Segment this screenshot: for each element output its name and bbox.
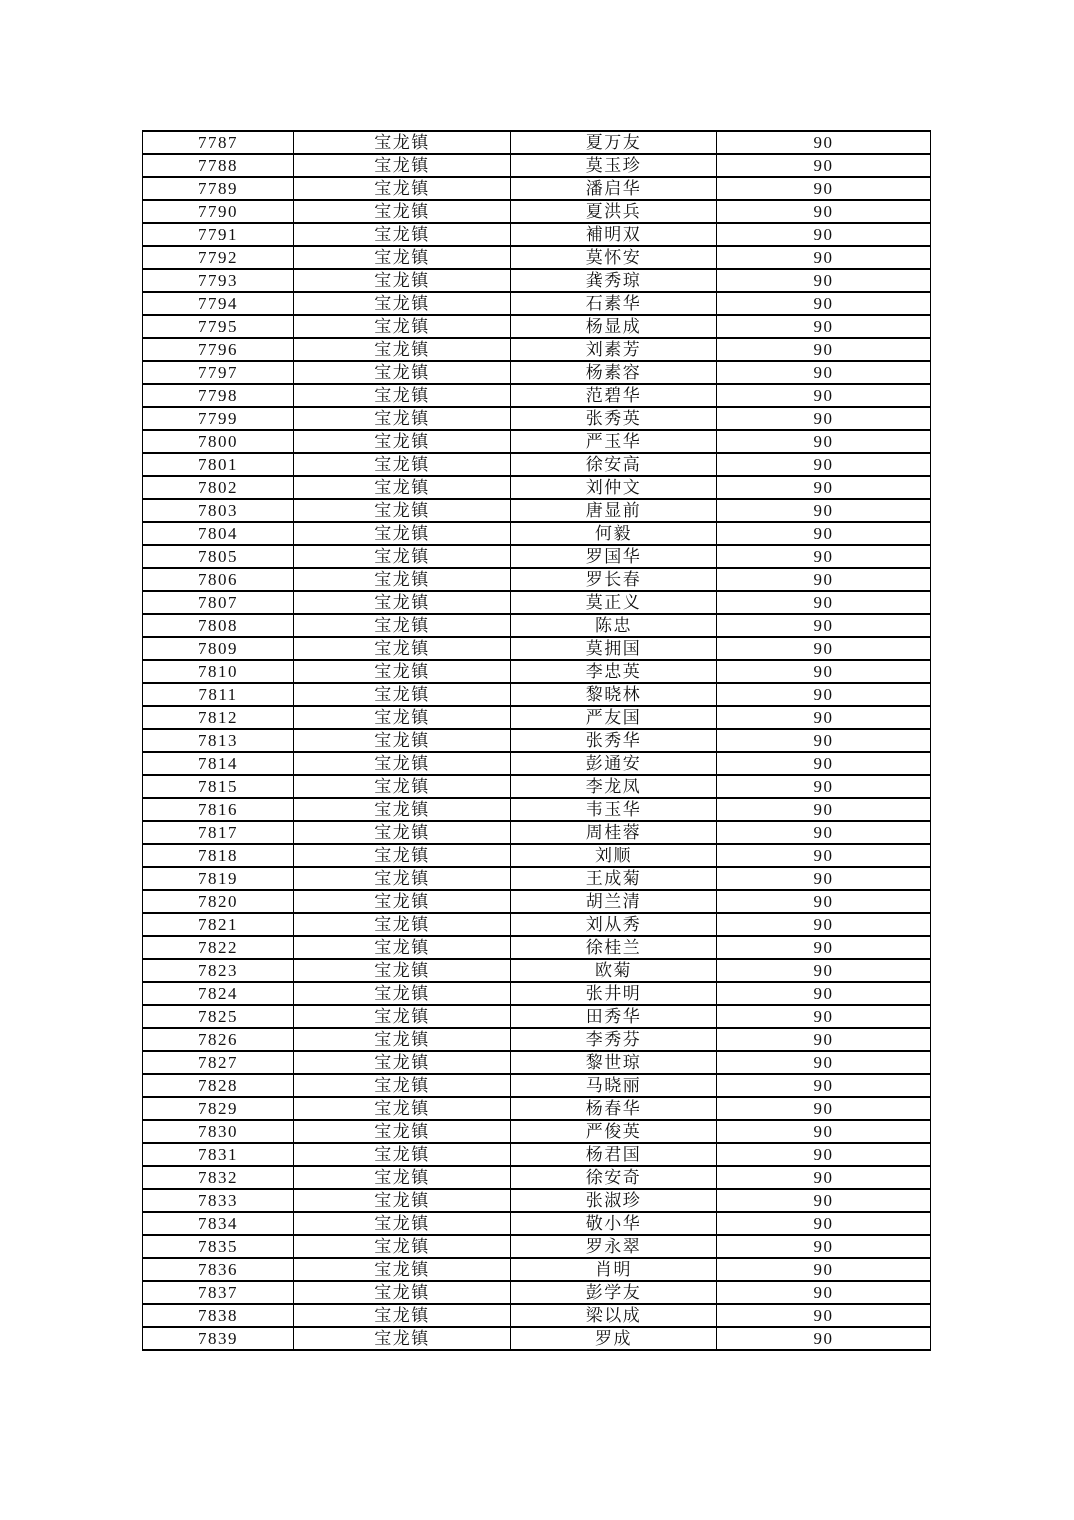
- cell-town: 宝龙镇: [294, 1143, 511, 1166]
- cell-score: 90: [717, 476, 931, 499]
- cell-serial-number: 7810: [143, 660, 294, 683]
- cell-name: 杨君国: [511, 1143, 717, 1166]
- table-row: [143, 1281, 931, 1304]
- cell-name: 张秀华: [511, 729, 717, 752]
- cell-name: 莫正义: [511, 591, 717, 614]
- cell-score: 90: [717, 1051, 931, 1074]
- table-row: [143, 1235, 931, 1258]
- cell-name: 李忠英: [511, 660, 717, 683]
- cell-serial-number: 7826: [143, 1028, 294, 1051]
- score-table-body: [143, 131, 931, 1350]
- cell-score: 90: [717, 1005, 931, 1028]
- cell-score: 90: [717, 1235, 931, 1258]
- table-row: [143, 1189, 931, 1212]
- table-row: [143, 798, 931, 821]
- table-row: [143, 660, 931, 683]
- cell-town: 宝龙镇: [294, 913, 511, 936]
- cell-town: 宝龙镇: [294, 1166, 511, 1189]
- cell-town: 宝龙镇: [294, 568, 511, 591]
- cell-score: 90: [717, 798, 931, 821]
- cell-town: 宝龙镇: [294, 1097, 511, 1120]
- table-row: [143, 1005, 931, 1028]
- cell-score: 90: [717, 591, 931, 614]
- cell-name: 徐桂兰: [511, 936, 717, 959]
- cell-town: 宝龙镇: [294, 292, 511, 315]
- table-row: [143, 706, 931, 729]
- table-row: [143, 752, 931, 775]
- cell-name: 胡兰清: [511, 890, 717, 913]
- cell-name: 刘仲文: [511, 476, 717, 499]
- table-row: [143, 154, 931, 177]
- cell-town: 宝龙镇: [294, 338, 511, 361]
- score-table: [142, 130, 931, 1351]
- cell-serial-number: 7831: [143, 1143, 294, 1166]
- cell-serial-number: 7811: [143, 683, 294, 706]
- table-row: [143, 1143, 931, 1166]
- cell-town: 宝龙镇: [294, 361, 511, 384]
- cell-town: 宝龙镇: [294, 453, 511, 476]
- cell-serial-number: 7788: [143, 154, 294, 177]
- cell-town: 宝龙镇: [294, 522, 511, 545]
- cell-serial-number: 7836: [143, 1258, 294, 1281]
- cell-name: 莫拥国: [511, 637, 717, 660]
- cell-serial-number: 7817: [143, 821, 294, 844]
- cell-town: 宝龙镇: [294, 660, 511, 683]
- cell-town: 宝龙镇: [294, 246, 511, 269]
- cell-serial-number: 7813: [143, 729, 294, 752]
- cell-town: 宝龙镇: [294, 936, 511, 959]
- cell-serial-number: 7829: [143, 1097, 294, 1120]
- cell-serial-number: 7822: [143, 936, 294, 959]
- cell-score: 90: [717, 1028, 931, 1051]
- cell-town: 宝龙镇: [294, 430, 511, 453]
- cell-score: 90: [717, 1304, 931, 1327]
- cell-serial-number: 7812: [143, 706, 294, 729]
- cell-score: 90: [717, 614, 931, 637]
- cell-name: 梁以成: [511, 1304, 717, 1327]
- cell-serial-number: 7835: [143, 1235, 294, 1258]
- cell-score: 90: [717, 890, 931, 913]
- cell-score: 90: [717, 637, 931, 660]
- cell-town: 宝龙镇: [294, 407, 511, 430]
- cell-town: 宝龙镇: [294, 982, 511, 1005]
- cell-town: 宝龙镇: [294, 269, 511, 292]
- table-row: [143, 269, 931, 292]
- cell-serial-number: 7789: [143, 177, 294, 200]
- cell-name: 张淑珍: [511, 1189, 717, 1212]
- table-row: [143, 1051, 931, 1074]
- cell-name: 黎晓林: [511, 683, 717, 706]
- cell-name: 王成菊: [511, 867, 717, 890]
- cell-serial-number: 7792: [143, 246, 294, 269]
- table-row: [143, 1166, 931, 1189]
- cell-town: 宝龙镇: [294, 637, 511, 660]
- table-row: [143, 821, 931, 844]
- cell-score: 90: [717, 913, 931, 936]
- cell-score: 90: [717, 844, 931, 867]
- cell-town: 宝龙镇: [294, 545, 511, 568]
- cell-score: 90: [717, 269, 931, 292]
- cell-score: 90: [717, 292, 931, 315]
- cell-score: 90: [717, 1120, 931, 1143]
- table-row: [143, 315, 931, 338]
- cell-score: 90: [717, 752, 931, 775]
- cell-town: 宝龙镇: [294, 752, 511, 775]
- table-row: [143, 1327, 931, 1350]
- cell-name: 刘从秀: [511, 913, 717, 936]
- cell-score: 90: [717, 1281, 931, 1304]
- table-row: [143, 1028, 931, 1051]
- table-row: [143, 453, 931, 476]
- cell-town: 宝龙镇: [294, 821, 511, 844]
- table-row: [143, 545, 931, 568]
- cell-town: 宝龙镇: [294, 1258, 511, 1281]
- cell-town: 宝龙镇: [294, 890, 511, 913]
- cell-name: 彭通安: [511, 752, 717, 775]
- cell-score: 90: [717, 499, 931, 522]
- cell-town: 宝龙镇: [294, 614, 511, 637]
- cell-name: 敬小华: [511, 1212, 717, 1235]
- cell-town: 宝龙镇: [294, 1120, 511, 1143]
- cell-town: 宝龙镇: [294, 706, 511, 729]
- cell-serial-number: 7830: [143, 1120, 294, 1143]
- cell-serial-number: 7814: [143, 752, 294, 775]
- cell-town: 宝龙镇: [294, 499, 511, 522]
- cell-town: 宝龙镇: [294, 200, 511, 223]
- cell-name: 罗国华: [511, 545, 717, 568]
- cell-serial-number: 7795: [143, 315, 294, 338]
- cell-town: 宝龙镇: [294, 476, 511, 499]
- table-row: [143, 476, 931, 499]
- cell-serial-number: 7821: [143, 913, 294, 936]
- cell-name: 刘素芳: [511, 338, 717, 361]
- cell-serial-number: 7794: [143, 292, 294, 315]
- cell-town: 宝龙镇: [294, 959, 511, 982]
- cell-serial-number: 7800: [143, 430, 294, 453]
- table-row: [143, 867, 931, 890]
- cell-score: 90: [717, 361, 931, 384]
- table-row: [143, 522, 931, 545]
- table-row: [143, 936, 931, 959]
- cell-name: 龚秀琼: [511, 269, 717, 292]
- cell-serial-number: 7828: [143, 1074, 294, 1097]
- cell-score: 90: [717, 683, 931, 706]
- cell-name: 李秀芬: [511, 1028, 717, 1051]
- cell-serial-number: 7825: [143, 1005, 294, 1028]
- cell-serial-number: 7801: [143, 453, 294, 476]
- cell-serial-number: 7802: [143, 476, 294, 499]
- table-row: [143, 614, 931, 637]
- cell-town: 宝龙镇: [294, 775, 511, 798]
- cell-serial-number: 7806: [143, 568, 294, 591]
- cell-score: 90: [717, 545, 931, 568]
- table-row: [143, 729, 931, 752]
- cell-town: 宝龙镇: [294, 1074, 511, 1097]
- cell-serial-number: 7787: [143, 131, 294, 154]
- table-row: [143, 1212, 931, 1235]
- cell-name: 徐安奇: [511, 1166, 717, 1189]
- table-row: [143, 384, 931, 407]
- cell-score: 90: [717, 177, 931, 200]
- cell-score: 90: [717, 223, 931, 246]
- cell-serial-number: 7791: [143, 223, 294, 246]
- cell-score: 90: [717, 936, 931, 959]
- cell-serial-number: 7793: [143, 269, 294, 292]
- table-row: [143, 338, 931, 361]
- table-row: [143, 430, 931, 453]
- cell-town: 宝龙镇: [294, 1327, 511, 1350]
- cell-score: 90: [717, 1166, 931, 1189]
- cell-town: 宝龙镇: [294, 683, 511, 706]
- cell-name: 田秀华: [511, 1005, 717, 1028]
- cell-score: 90: [717, 1097, 931, 1120]
- cell-score: 90: [717, 568, 931, 591]
- cell-name: 罗长春: [511, 568, 717, 591]
- cell-serial-number: 7815: [143, 775, 294, 798]
- cell-name: 何毅: [511, 522, 717, 545]
- cell-serial-number: 7824: [143, 982, 294, 1005]
- cell-serial-number: 7799: [143, 407, 294, 430]
- cell-name: 欧菊: [511, 959, 717, 982]
- cell-town: 宝龙镇: [294, 177, 511, 200]
- table-row: [143, 591, 931, 614]
- cell-score: 90: [717, 430, 931, 453]
- cell-serial-number: 7838: [143, 1304, 294, 1327]
- cell-score: 90: [717, 706, 931, 729]
- cell-name: 张秀英: [511, 407, 717, 430]
- cell-town: 宝龙镇: [294, 1235, 511, 1258]
- cell-score: 90: [717, 200, 931, 223]
- cell-name: 彭学友: [511, 1281, 717, 1304]
- cell-town: 宝龙镇: [294, 867, 511, 890]
- cell-score: 90: [717, 384, 931, 407]
- cell-serial-number: 7839: [143, 1327, 294, 1350]
- cell-town: 宝龙镇: [294, 223, 511, 246]
- cell-serial-number: 7804: [143, 522, 294, 545]
- cell-score: 90: [717, 131, 931, 154]
- cell-score: 90: [717, 522, 931, 545]
- cell-name: 严玉华: [511, 430, 717, 453]
- table-row: [143, 1097, 931, 1120]
- cell-name: 徐安高: [511, 453, 717, 476]
- cell-name: 陈忠: [511, 614, 717, 637]
- cell-name: 刘顺: [511, 844, 717, 867]
- cell-serial-number: 7808: [143, 614, 294, 637]
- cell-name: 韦玉华: [511, 798, 717, 821]
- cell-name: 石素华: [511, 292, 717, 315]
- cell-serial-number: 7833: [143, 1189, 294, 1212]
- cell-name: 周桂蓉: [511, 821, 717, 844]
- table-row: [143, 292, 931, 315]
- cell-serial-number: 7807: [143, 591, 294, 614]
- table-row: [143, 1304, 931, 1327]
- cell-name: 罗永翠: [511, 1235, 717, 1258]
- cell-town: 宝龙镇: [294, 384, 511, 407]
- cell-score: 90: [717, 821, 931, 844]
- cell-score: 90: [717, 338, 931, 361]
- cell-name: 张井明: [511, 982, 717, 1005]
- cell-serial-number: 7823: [143, 959, 294, 982]
- cell-score: 90: [717, 315, 931, 338]
- table-row: [143, 568, 931, 591]
- cell-score: 90: [717, 1074, 931, 1097]
- cell-name: 杨素容: [511, 361, 717, 384]
- cell-serial-number: 7834: [143, 1212, 294, 1235]
- cell-name: 杨春华: [511, 1097, 717, 1120]
- table-row: [143, 223, 931, 246]
- table-row: [143, 637, 931, 660]
- cell-name: 严友国: [511, 706, 717, 729]
- table-row: [143, 1120, 931, 1143]
- table-row: [143, 683, 931, 706]
- cell-score: 90: [717, 154, 931, 177]
- cell-score: 90: [717, 867, 931, 890]
- cell-town: 宝龙镇: [294, 798, 511, 821]
- cell-town: 宝龙镇: [294, 1051, 511, 1074]
- cell-serial-number: 7797: [143, 361, 294, 384]
- cell-name: 莫怀安: [511, 246, 717, 269]
- cell-score: 90: [717, 959, 931, 982]
- table-row: [143, 1258, 931, 1281]
- cell-score: 90: [717, 1327, 931, 1350]
- cell-name: 杨显成: [511, 315, 717, 338]
- cell-name: 潘启华: [511, 177, 717, 200]
- cell-score: 90: [717, 1143, 931, 1166]
- cell-serial-number: 7796: [143, 338, 294, 361]
- cell-town: 宝龙镇: [294, 1281, 511, 1304]
- cell-town: 宝龙镇: [294, 844, 511, 867]
- cell-name: 補明双: [511, 223, 717, 246]
- cell-serial-number: 7820: [143, 890, 294, 913]
- cell-name: 唐显前: [511, 499, 717, 522]
- cell-serial-number: 7819: [143, 867, 294, 890]
- cell-town: 宝龙镇: [294, 729, 511, 752]
- cell-name: 夏洪兵: [511, 200, 717, 223]
- cell-serial-number: 7832: [143, 1166, 294, 1189]
- table-row: [143, 131, 931, 154]
- cell-score: 90: [717, 729, 931, 752]
- table-row: [143, 1074, 931, 1097]
- cell-score: 90: [717, 1258, 931, 1281]
- cell-town: 宝龙镇: [294, 591, 511, 614]
- table-row: [143, 177, 931, 200]
- cell-serial-number: 7805: [143, 545, 294, 568]
- cell-name: 李龙凤: [511, 775, 717, 798]
- cell-name: 罗成: [511, 1327, 717, 1350]
- cell-name: 马晓丽: [511, 1074, 717, 1097]
- cell-score: 90: [717, 1212, 931, 1235]
- cell-town: 宝龙镇: [294, 1304, 511, 1327]
- cell-name: 黎世琼: [511, 1051, 717, 1074]
- cell-name: 严俊英: [511, 1120, 717, 1143]
- cell-town: 宝龙镇: [294, 315, 511, 338]
- cell-score: 90: [717, 1189, 931, 1212]
- cell-serial-number: 7809: [143, 637, 294, 660]
- cell-serial-number: 7816: [143, 798, 294, 821]
- cell-town: 宝龙镇: [294, 1005, 511, 1028]
- cell-name: 夏万友: [511, 131, 717, 154]
- cell-town: 宝龙镇: [294, 1028, 511, 1051]
- table-row: [143, 982, 931, 1005]
- table-row: [143, 890, 931, 913]
- cell-town: 宝龙镇: [294, 154, 511, 177]
- cell-serial-number: 7803: [143, 499, 294, 522]
- table-row: [143, 200, 931, 223]
- cell-score: 90: [717, 246, 931, 269]
- cell-name: 肖明: [511, 1258, 717, 1281]
- cell-serial-number: 7827: [143, 1051, 294, 1074]
- cell-name: 莫玉珍: [511, 154, 717, 177]
- table-row: [143, 844, 931, 867]
- cell-serial-number: 7798: [143, 384, 294, 407]
- table-row: [143, 407, 931, 430]
- cell-score: 90: [717, 775, 931, 798]
- table-row: [143, 959, 931, 982]
- cell-town: 宝龙镇: [294, 1189, 511, 1212]
- cell-town: 宝龙镇: [294, 1212, 511, 1235]
- cell-town: 宝龙镇: [294, 131, 511, 154]
- table-row: [143, 775, 931, 798]
- cell-serial-number: 7837: [143, 1281, 294, 1304]
- cell-score: 90: [717, 407, 931, 430]
- cell-serial-number: 7790: [143, 200, 294, 223]
- table-row: [143, 246, 931, 269]
- table-row: [143, 499, 931, 522]
- cell-score: 90: [717, 660, 931, 683]
- cell-name: 范碧华: [511, 384, 717, 407]
- table-row: [143, 913, 931, 936]
- cell-serial-number: 7818: [143, 844, 294, 867]
- cell-score: 90: [717, 453, 931, 476]
- cell-score: 90: [717, 982, 931, 1005]
- table-row: [143, 361, 931, 384]
